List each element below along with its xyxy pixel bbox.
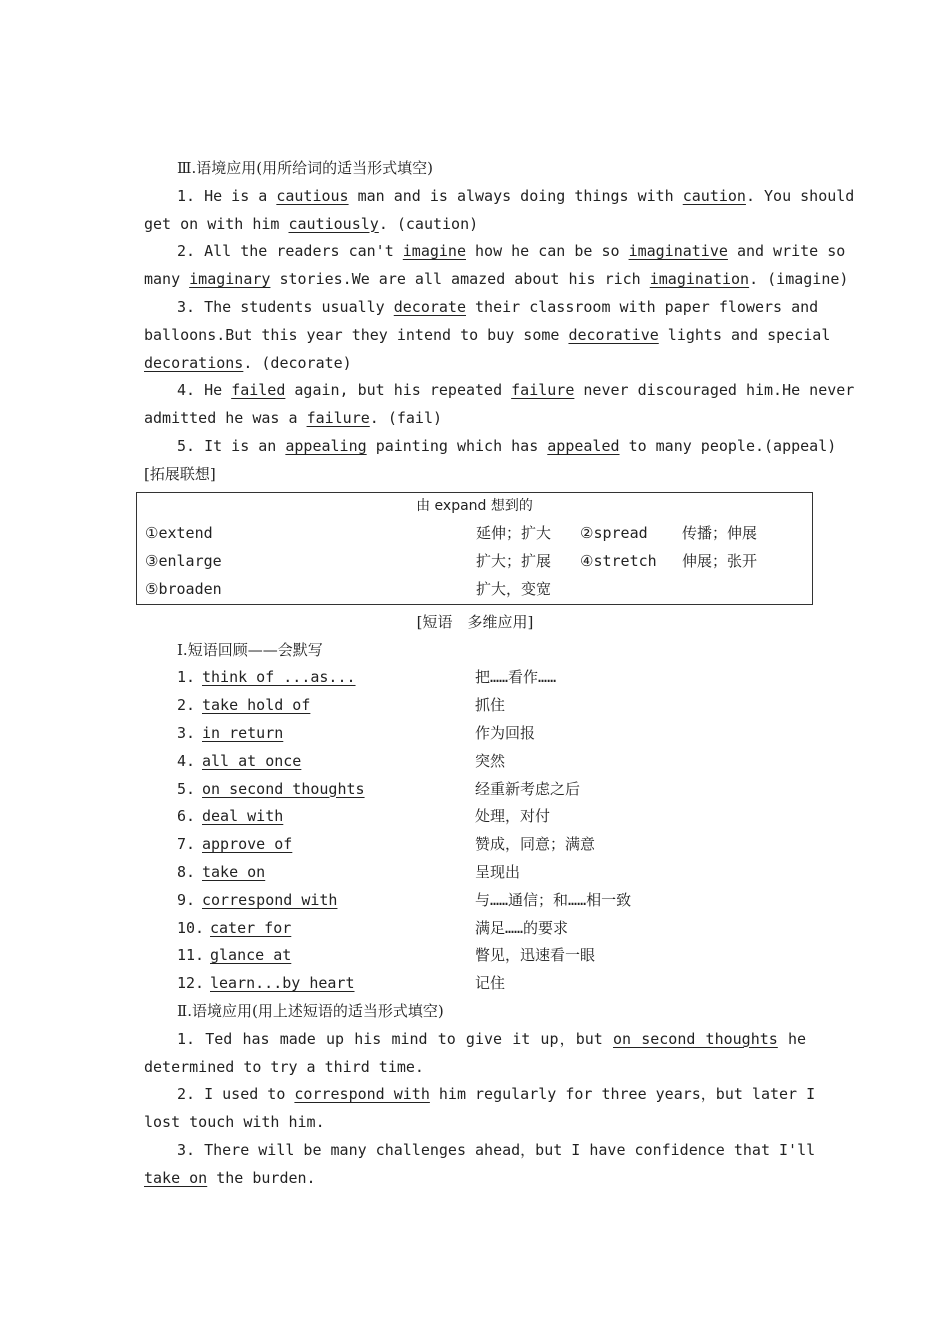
sentence-3-line-3: decorations. (decorate) xyxy=(144,353,352,372)
answer-blank: cautious xyxy=(276,186,349,205)
list-item: 6. deal with 处理，对付 xyxy=(177,807,551,826)
sentence-4-line-2: admitted he was a failure. (fail) xyxy=(144,409,443,428)
document-page xyxy=(144,155,855,1192)
extend-label: [拓展联想] xyxy=(144,464,216,483)
extend-caption: 由 expand 想到的 xyxy=(416,497,533,514)
section3-heading: Ⅲ.语境应用(用所给词的适当形式填空) xyxy=(177,159,433,177)
answer-blank: appealing xyxy=(285,436,367,455)
phrase-sentence-1-line-2: determined to try a third time. xyxy=(144,1057,424,1076)
list-item: 9. correspond with 与……通信；和……相一致 xyxy=(177,890,632,909)
sentence-1-line-1: 1. He is a cautious man and is always doing things with caution. You should xyxy=(177,186,855,205)
extend-table xyxy=(136,492,813,605)
table-row: ①extend 延伸；扩大 ②spread 传播；伸展 xyxy=(145,524,758,543)
sentence-2-line-2: many imaginary stories.We are all amazed about his rich imagination. (imagine) xyxy=(144,270,849,289)
phrase-sentence-3-line-1: 3. There will be many challenges ahead，but I have confidence that I'll xyxy=(177,1140,816,1159)
list-item: 5. on second thoughts 经重新考虑之后 xyxy=(177,779,581,798)
list-item: 4. all at once 突然 xyxy=(177,751,506,770)
answer-blank: imaginary xyxy=(189,270,271,289)
answer-blank: caution xyxy=(682,186,746,205)
answer-blank: on second thoughts xyxy=(612,1029,778,1048)
sentence-1-line-2: get on with him cautiously. (caution) xyxy=(144,214,479,233)
answer-blank: imagine xyxy=(402,242,466,261)
answer-blank: correspond with xyxy=(294,1085,430,1104)
sentence-2-line-1: 2. All the readers can't imagine how he can be so imaginative and write so xyxy=(177,242,846,261)
answer-blank: failure xyxy=(511,381,575,400)
section2-heading: Ⅱ.语境应用(用上述短语的适当形式填空) xyxy=(177,1001,444,1020)
list-item: 3. in return 作为回报 xyxy=(177,723,536,742)
answer-blank: appealed xyxy=(547,436,620,455)
answer-blank: failed xyxy=(231,381,286,400)
list-item: 1. think of ...as... 把……看作…… xyxy=(177,668,557,687)
table-row: ③enlarge 扩大；扩展 ④stretch 伸展；张开 xyxy=(145,552,758,571)
sentence-5-line-1: 5. It is an appealing painting which has appealed to many people.(appeal) xyxy=(177,436,837,455)
phrase-sentence-2-line-1: 2. I used to correspond with him regularly for three years，but later I xyxy=(177,1085,816,1104)
answer-blank: decorations xyxy=(144,353,244,372)
phrase-sentence-2-line-2: lost touch with him. xyxy=(144,1113,325,1132)
sentence-4-line-1: 4. He failed again, but his repeated failure never discouraged him.He never xyxy=(177,381,855,400)
table-row: ⑤broaden 扩大，变宽 xyxy=(145,579,552,598)
phrase-sentence-3-line-2: take on the burden. xyxy=(144,1168,316,1187)
list-item: 8. take on 呈现出 xyxy=(177,862,521,881)
list-item: 11. glance at 瞥见，迅速看一眼 xyxy=(177,946,596,965)
answer-blank: imagination xyxy=(649,270,750,289)
list-item: 10. cater for 满足……的要求 xyxy=(177,918,569,937)
phrase-sentence-1-line-1: 1. Ted has made up his mind to give it up，but on second thoughts he xyxy=(177,1029,807,1048)
sentence-3-line-1: 3. The students usually decorate their classroom with paper flowers and xyxy=(177,297,819,316)
list-item: 2. take hold of 抓住 xyxy=(177,696,506,715)
answer-blank: imaginative xyxy=(628,242,728,261)
answer-blank: decorate xyxy=(393,297,466,316)
sentence-3-line-2: balloons.But this year they intend to buy some decorative lights and special xyxy=(144,325,831,344)
phrases-heading: Ⅰ.短语回顾——会默写 xyxy=(177,640,323,659)
answer-blank: decorative xyxy=(568,325,659,344)
answer-blank: failure xyxy=(306,409,370,428)
list-item: 12. learn...by heart 记住 xyxy=(177,974,506,993)
answer-blank: cautiously xyxy=(288,214,379,233)
list-item: 7. approve of 赞成，同意；满意 xyxy=(177,835,596,854)
phrases-section-title: [短语 多维应用] xyxy=(416,612,534,631)
answer-blank: take on xyxy=(144,1168,208,1187)
